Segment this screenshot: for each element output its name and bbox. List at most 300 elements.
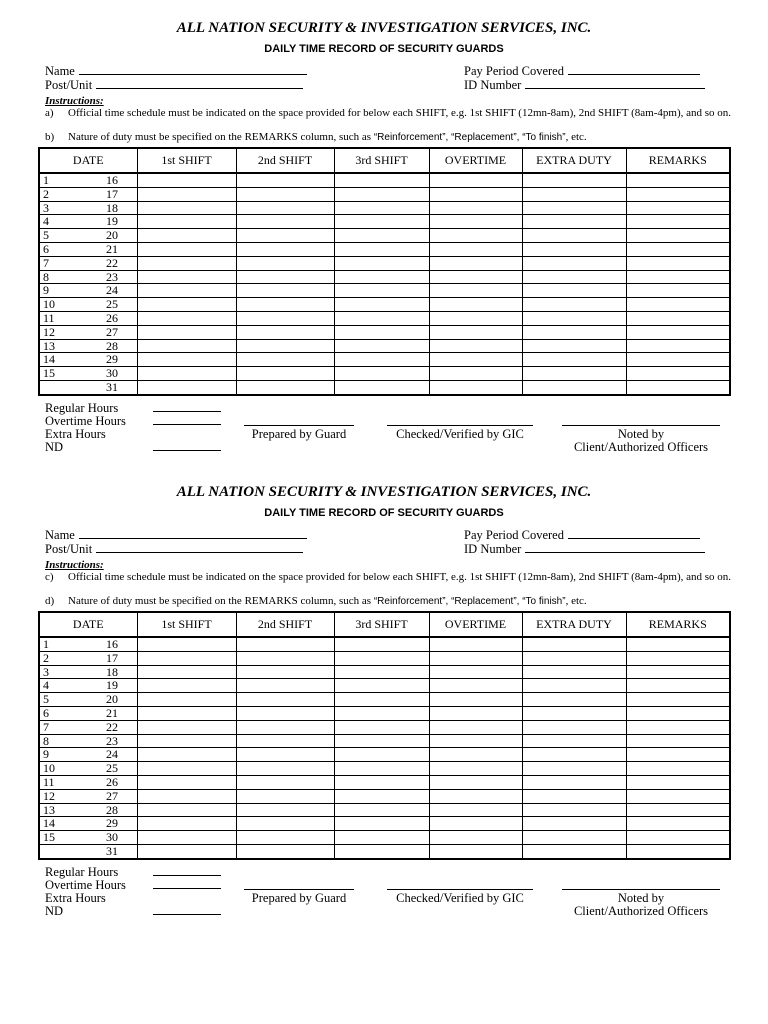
- total-blank[interactable]: [153, 879, 221, 892]
- entry-cell[interactable]: [429, 803, 522, 817]
- total-blank[interactable]: [153, 415, 221, 428]
- entry-cell[interactable]: [429, 762, 522, 776]
- day-second-half: 28: [106, 802, 118, 817]
- day-second-half: 17: [106, 650, 118, 665]
- entry-cell[interactable]: [334, 775, 429, 789]
- entry-cell[interactable]: [334, 353, 429, 367]
- pay-period-blank[interactable]: [568, 528, 700, 539]
- instruction-item-1: [45, 107, 738, 119]
- entry-cell[interactable]: [334, 679, 429, 693]
- entry-cell[interactable]: [626, 706, 730, 720]
- entry-cell[interactable]: [334, 706, 429, 720]
- entry-cell[interactable]: [626, 242, 730, 256]
- entry-cell[interactable]: [137, 637, 236, 651]
- column-header: OVERTIME: [429, 148, 522, 173]
- entry-cell[interactable]: [626, 215, 730, 229]
- entry-cell[interactable]: [334, 256, 429, 270]
- entry-cell[interactable]: [626, 339, 730, 353]
- day-second-half: 25: [106, 761, 118, 776]
- entry-cell[interactable]: [137, 748, 236, 762]
- entry-cell[interactable]: [522, 325, 626, 339]
- entry-cell[interactable]: [522, 256, 626, 270]
- prepared-by-guard-label: Prepared by Guard: [251, 427, 347, 441]
- day-first-half: 11: [43, 310, 55, 325]
- id-number-label: ID Number: [464, 78, 522, 92]
- entry-cell[interactable]: [522, 367, 626, 381]
- day-first-half: 15: [43, 830, 55, 845]
- post-unit-field[interactable]: [45, 78, 303, 93]
- entry-cell[interactable]: [626, 679, 730, 693]
- entry-cell[interactable]: [626, 367, 730, 381]
- entry-cell[interactable]: [334, 201, 429, 215]
- date-cell: [39, 353, 137, 367]
- entry-cell[interactable]: [522, 298, 626, 312]
- date-cell: [39, 693, 137, 707]
- entry-cell[interactable]: [236, 367, 334, 381]
- day-second-half: 30: [106, 830, 118, 845]
- date-cell: [39, 242, 137, 256]
- entry-cell[interactable]: [522, 229, 626, 243]
- entry-cell[interactable]: [626, 720, 730, 734]
- table-row: [39, 270, 730, 284]
- entry-cell[interactable]: [334, 720, 429, 734]
- table-row: [39, 720, 730, 734]
- entry-cell[interactable]: [429, 734, 522, 748]
- entry-cell[interactable]: [236, 762, 334, 776]
- entry-cell[interactable]: [334, 693, 429, 707]
- entry-cell[interactable]: [137, 706, 236, 720]
- date-cell: [39, 173, 137, 187]
- entry-cell[interactable]: [522, 339, 626, 353]
- entry-cell[interactable]: [429, 651, 522, 665]
- entry-cell[interactable]: [137, 380, 236, 394]
- pay-period-field[interactable]: [464, 64, 700, 79]
- date-cell: [39, 651, 137, 665]
- entry-cell[interactable]: [236, 201, 334, 215]
- entry-cell[interactable]: [137, 803, 236, 817]
- instruction-text: Official time schedule must be indicated on the space provided for below each SHIFT, e.g. 1st SHIFT (12mn-8am), 2nd SHIFT (8am-4pm), and so on.: [68, 107, 732, 119]
- entry-cell[interactable]: [626, 380, 730, 394]
- entry-cell[interactable]: [137, 284, 236, 298]
- entry-cell[interactable]: [522, 789, 626, 803]
- entry-cell[interactable]: [522, 706, 626, 720]
- entry-cell[interactable]: [429, 325, 522, 339]
- table-row: [39, 229, 730, 243]
- time-record-table: [38, 611, 731, 860]
- entry-cell[interactable]: [334, 242, 429, 256]
- entry-cell[interactable]: [626, 762, 730, 776]
- entry-cell[interactable]: [522, 215, 626, 229]
- entry-cell[interactable]: [137, 256, 236, 270]
- entry-cell[interactable]: [334, 380, 429, 394]
- entry-cell[interactable]: [429, 665, 522, 679]
- entry-cell[interactable]: [626, 229, 730, 243]
- day-second-half: 30: [106, 366, 118, 381]
- guard-signature-line[interactable]: [244, 889, 354, 890]
- entry-cell[interactable]: [522, 380, 626, 394]
- entry-cell[interactable]: [334, 803, 429, 817]
- day-first-half: 2: [43, 186, 49, 201]
- entry-cell[interactable]: [429, 229, 522, 243]
- entry-cell[interactable]: [334, 637, 429, 651]
- entry-cell[interactable]: [236, 748, 334, 762]
- entry-cell[interactable]: [429, 339, 522, 353]
- gic-signature-line[interactable]: [387, 425, 533, 426]
- entry-cell[interactable]: [522, 734, 626, 748]
- entry-cell[interactable]: [236, 229, 334, 243]
- entry-cell[interactable]: [626, 270, 730, 284]
- entry-cell[interactable]: [626, 748, 730, 762]
- date-cell: [39, 339, 137, 353]
- entry-cell[interactable]: [236, 665, 334, 679]
- entry-cell[interactable]: [626, 311, 730, 325]
- entry-cell[interactable]: [236, 215, 334, 229]
- entry-cell[interactable]: [334, 187, 429, 201]
- day-second-half: 16: [106, 173, 118, 187]
- entry-cell[interactable]: [334, 325, 429, 339]
- day-first-half: 4: [43, 678, 49, 693]
- post-unit-label: Post/Unit: [45, 78, 93, 92]
- entry-cell[interactable]: [236, 270, 334, 284]
- entry-cell[interactable]: [522, 831, 626, 845]
- entry-cell[interactable]: [236, 242, 334, 256]
- day-second-half: 22: [106, 719, 118, 734]
- entry-cell[interactable]: [522, 803, 626, 817]
- entry-cell[interactable]: [626, 256, 730, 270]
- table-row: [39, 298, 730, 312]
- entry-cell[interactable]: [626, 325, 730, 339]
- table-row: [39, 256, 730, 270]
- entry-cell[interactable]: [137, 651, 236, 665]
- instruction-marker: d): [45, 595, 55, 607]
- entry-cell[interactable]: [626, 637, 730, 651]
- name-field[interactable]: [45, 528, 307, 543]
- entry-cell[interactable]: [429, 720, 522, 734]
- entry-cell[interactable]: [137, 229, 236, 243]
- entry-cell[interactable]: [236, 831, 334, 845]
- entry-cell[interactable]: [334, 284, 429, 298]
- table-row: [39, 187, 730, 201]
- date-cell: [39, 311, 137, 325]
- entry-cell[interactable]: [137, 270, 236, 284]
- entry-cell[interactable]: [429, 380, 522, 394]
- entry-cell[interactable]: [137, 665, 236, 679]
- entry-cell[interactable]: [626, 844, 730, 858]
- entry-cell[interactable]: [429, 831, 522, 845]
- entry-cell[interactable]: [429, 215, 522, 229]
- post-unit-field[interactable]: [45, 542, 303, 557]
- entry-cell[interactable]: [626, 353, 730, 367]
- id-number-blank[interactable]: [525, 542, 705, 553]
- instruction-examples: “Reinforcement”, “Replacement”, “To finish”: [373, 596, 566, 607]
- entry-cell[interactable]: [334, 339, 429, 353]
- entry-cell[interactable]: [137, 720, 236, 734]
- entry-cell[interactable]: [137, 367, 236, 381]
- entry-cell[interactable]: [626, 775, 730, 789]
- entry-cell[interactable]: [137, 298, 236, 312]
- entry-cell[interactable]: [429, 284, 522, 298]
- total-label: Overtime Hours: [45, 414, 126, 428]
- entry-cell[interactable]: [429, 789, 522, 803]
- name-blank[interactable]: [79, 528, 307, 539]
- entry-cell[interactable]: [236, 187, 334, 201]
- entry-cell[interactable]: [236, 311, 334, 325]
- entry-cell[interactable]: [522, 775, 626, 789]
- entry-cell[interactable]: [522, 817, 626, 831]
- date-cell: [39, 817, 137, 831]
- table-row: [39, 817, 730, 831]
- entry-cell[interactable]: [626, 831, 730, 845]
- name-blank[interactable]: [79, 64, 307, 75]
- entry-cell[interactable]: [137, 789, 236, 803]
- entry-cell[interactable]: [334, 665, 429, 679]
- instruction-text-end: , etc.: [565, 131, 587, 143]
- entry-cell[interactable]: [236, 651, 334, 665]
- entry-cell[interactable]: [137, 339, 236, 353]
- entry-cell[interactable]: [137, 242, 236, 256]
- entry-cell[interactable]: [137, 325, 236, 339]
- entry-cell[interactable]: [137, 215, 236, 229]
- entry-cell[interactable]: [334, 298, 429, 312]
- table-row: [39, 803, 730, 817]
- officer-signature-line[interactable]: [562, 425, 720, 426]
- day-second-half: 22: [106, 255, 118, 270]
- day-second-half: 21: [106, 241, 118, 256]
- entry-cell[interactable]: [137, 201, 236, 215]
- date-cell: [39, 256, 137, 270]
- entry-cell[interactable]: [334, 270, 429, 284]
- entry-cell[interactable]: [626, 187, 730, 201]
- day-first-half: 13: [43, 338, 55, 353]
- entry-cell[interactable]: [626, 789, 730, 803]
- table-row: [39, 380, 730, 394]
- date-cell: [39, 831, 137, 845]
- entry-cell[interactable]: [522, 844, 626, 858]
- table-row: [39, 693, 730, 707]
- entry-cell[interactable]: [429, 270, 522, 284]
- entry-cell[interactable]: [236, 679, 334, 693]
- entry-cell[interactable]: [626, 817, 730, 831]
- total-blank[interactable]: [153, 402, 221, 415]
- entry-cell[interactable]: [236, 284, 334, 298]
- table-row: [39, 706, 730, 720]
- id-number-blank[interactable]: [525, 78, 705, 89]
- entry-cell[interactable]: [236, 803, 334, 817]
- entry-cell[interactable]: [236, 720, 334, 734]
- entry-cell[interactable]: [522, 242, 626, 256]
- entry-cell[interactable]: [137, 353, 236, 367]
- entry-cell[interactable]: [429, 775, 522, 789]
- entry-cell[interactable]: [137, 311, 236, 325]
- day-first-half: 6: [43, 241, 49, 256]
- date-cell: [39, 215, 137, 229]
- pay-period-blank[interactable]: [568, 64, 700, 75]
- instruction-text-end: , etc.: [565, 595, 587, 607]
- entry-cell[interactable]: [137, 173, 236, 187]
- entry-cell[interactable]: [334, 367, 429, 381]
- entry-cell[interactable]: [429, 748, 522, 762]
- entry-cell[interactable]: [236, 775, 334, 789]
- entry-cell[interactable]: [626, 803, 730, 817]
- entry-cell[interactable]: [522, 679, 626, 693]
- table-header-row: [39, 148, 730, 173]
- entry-cell[interactable]: [522, 665, 626, 679]
- day-first-half: 5: [43, 692, 49, 707]
- entry-cell[interactable]: [137, 831, 236, 845]
- entry-cell[interactable]: [522, 748, 626, 762]
- guard-signature-line[interactable]: [244, 425, 354, 426]
- pay-period-field[interactable]: [464, 528, 700, 543]
- entry-cell[interactable]: [334, 762, 429, 776]
- entry-cell[interactable]: [236, 789, 334, 803]
- entry-cell[interactable]: [236, 817, 334, 831]
- entry-cell[interactable]: [236, 844, 334, 858]
- entry-cell[interactable]: [137, 693, 236, 707]
- noted-by-label: Noted by: [617, 891, 665, 905]
- day-second-half: 29: [106, 816, 118, 831]
- entry-cell[interactable]: [429, 173, 522, 187]
- entry-cell[interactable]: [429, 844, 522, 858]
- date-cell: [39, 201, 137, 215]
- entry-cell[interactable]: [429, 201, 522, 215]
- entry-cell[interactable]: [334, 173, 429, 187]
- entry-cell[interactable]: [137, 187, 236, 201]
- day-second-half: 17: [106, 186, 118, 201]
- entry-cell[interactable]: [137, 817, 236, 831]
- entry-cell[interactable]: [522, 201, 626, 215]
- entry-cell[interactable]: [522, 693, 626, 707]
- day-first-half: 14: [43, 352, 55, 367]
- date-cell: [39, 665, 137, 679]
- entry-cell[interactable]: [334, 651, 429, 665]
- entry-cell[interactable]: [137, 844, 236, 858]
- entry-cell[interactable]: [236, 353, 334, 367]
- entry-cell[interactable]: [429, 693, 522, 707]
- day-second-half: 20: [106, 692, 118, 707]
- total-blank[interactable]: [153, 905, 221, 918]
- entry-cell[interactable]: [429, 298, 522, 312]
- entry-cell[interactable]: [429, 353, 522, 367]
- table-row: [39, 367, 730, 381]
- entry-cell[interactable]: [522, 651, 626, 665]
- day-first-half: 3: [43, 664, 49, 679]
- entry-cell[interactable]: [236, 637, 334, 651]
- entry-cell[interactable]: [626, 734, 730, 748]
- entry-cell[interactable]: [522, 637, 626, 651]
- entry-cell[interactable]: [137, 679, 236, 693]
- entry-cell[interactable]: [334, 311, 429, 325]
- entry-cell[interactable]: [137, 734, 236, 748]
- day-first-half: 10: [43, 297, 55, 312]
- entry-cell[interactable]: [236, 339, 334, 353]
- entry-cell[interactable]: [236, 256, 334, 270]
- entry-cell[interactable]: [429, 706, 522, 720]
- entry-cell[interactable]: [522, 284, 626, 298]
- entry-cell[interactable]: [522, 762, 626, 776]
- day-second-half: 18: [106, 664, 118, 679]
- entry-cell[interactable]: [334, 844, 429, 858]
- id-number-field[interactable]: [464, 542, 705, 557]
- entry-cell[interactable]: [626, 651, 730, 665]
- day-first-half: 9: [43, 747, 49, 762]
- post-unit-blank[interactable]: [96, 78, 303, 89]
- entry-cell[interactable]: [626, 284, 730, 298]
- day-first-half: 11: [43, 774, 55, 789]
- entry-cell[interactable]: [522, 270, 626, 284]
- total-label: Extra Hours: [45, 891, 106, 905]
- entry-cell[interactable]: [334, 789, 429, 803]
- day-first-half: 1: [43, 637, 49, 651]
- entry-cell[interactable]: [429, 637, 522, 651]
- table-row: [39, 339, 730, 353]
- column-header: EXTRA DUTY: [522, 612, 626, 637]
- entry-cell[interactable]: [236, 298, 334, 312]
- id-number-label: ID Number: [464, 542, 522, 556]
- entry-cell[interactable]: [334, 215, 429, 229]
- entry-cell[interactable]: [626, 665, 730, 679]
- client-officers-label: Client/Authorized Officers: [573, 904, 709, 918]
- entry-cell[interactable]: [429, 311, 522, 325]
- entry-cell[interactable]: [137, 775, 236, 789]
- entry-cell[interactable]: [236, 734, 334, 748]
- company-name: ALL NATION SECURITY & INVESTIGATION SERVICES, INC.: [176, 20, 592, 36]
- entry-cell[interactable]: [522, 720, 626, 734]
- entry-cell[interactable]: [236, 706, 334, 720]
- entry-cell[interactable]: [522, 187, 626, 201]
- entry-cell[interactable]: [334, 817, 429, 831]
- entry-cell[interactable]: [429, 367, 522, 381]
- day-second-half: 27: [106, 788, 118, 803]
- entry-cell[interactable]: [236, 380, 334, 394]
- entry-cell[interactable]: [137, 762, 236, 776]
- total-blank[interactable]: [153, 866, 221, 879]
- entry-cell[interactable]: [236, 693, 334, 707]
- entry-cell[interactable]: [429, 679, 522, 693]
- column-header: REMARKS: [626, 612, 730, 637]
- name-label: Name: [45, 528, 75, 542]
- day-first-half: 13: [43, 802, 55, 817]
- entry-cell[interactable]: [334, 229, 429, 243]
- total-blank[interactable]: [153, 441, 221, 454]
- entry-cell[interactable]: [334, 734, 429, 748]
- entry-cell[interactable]: [429, 817, 522, 831]
- entry-cell[interactable]: [334, 748, 429, 762]
- entry-cell[interactable]: [334, 831, 429, 845]
- post-unit-blank[interactable]: [96, 542, 303, 553]
- entry-cell[interactable]: [236, 325, 334, 339]
- gic-signature-line[interactable]: [387, 889, 533, 890]
- noted-by-label: Noted by: [617, 427, 665, 441]
- entry-cell[interactable]: [522, 353, 626, 367]
- entry-cell[interactable]: [626, 298, 730, 312]
- table-row: [39, 242, 730, 256]
- entry-cell[interactable]: [626, 173, 730, 187]
- date-cell: [39, 748, 137, 762]
- officer-signature-line[interactable]: [562, 889, 720, 890]
- entry-cell[interactable]: [522, 173, 626, 187]
- id-number-field[interactable]: [464, 78, 705, 93]
- name-field[interactable]: [45, 64, 307, 79]
- table-row: [39, 789, 730, 803]
- entry-cell[interactable]: [429, 187, 522, 201]
- entry-cell[interactable]: [626, 201, 730, 215]
- entry-cell[interactable]: [626, 693, 730, 707]
- entry-cell[interactable]: [429, 256, 522, 270]
- entry-cell[interactable]: [522, 311, 626, 325]
- entry-cell[interactable]: [429, 242, 522, 256]
- entry-cell[interactable]: [236, 173, 334, 187]
- day-first-half: 7: [43, 255, 49, 270]
